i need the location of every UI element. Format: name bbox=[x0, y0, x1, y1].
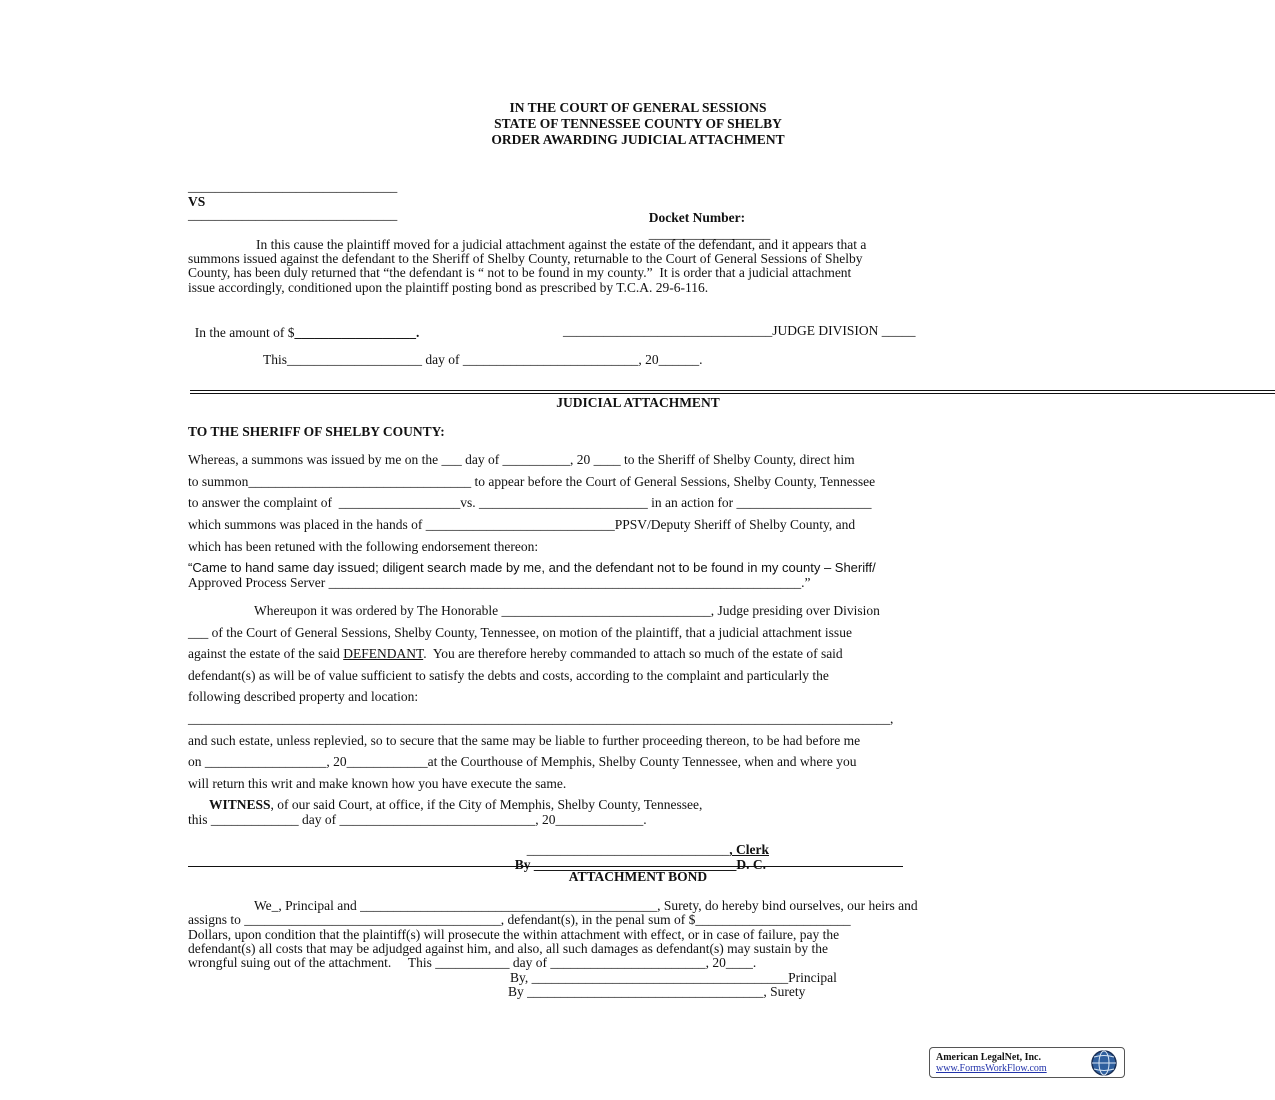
deputy-clerk-signature-field[interactable]: ______________________________ bbox=[533, 857, 737, 872]
globe-icon bbox=[1086, 1049, 1122, 1077]
attachment-line-3[interactable]: to answer the complaint of __________________vs. _________________________ in an action for ____________________ bbox=[188, 495, 872, 510]
court-title: IN THE COURT OF GENERAL SESSIONS bbox=[509, 100, 767, 115]
judge-division-line[interactable]: _______________________________JUDGE DIVISION _____ bbox=[563, 323, 916, 338]
whereupon-line-3: against the estate of the said DEFENDANT. You are therefore hereby commanded to attach so much of the estate of said bbox=[188, 646, 843, 661]
attachment-line-5: which has been retuned with the following endorsement thereon: bbox=[188, 539, 539, 554]
order-para-line-1: In this cause the plaintiff moved for a judicial attachment against the estate of the defendant, and it appears that a bbox=[256, 237, 867, 252]
docket-label: Docket Number: bbox=[648, 210, 746, 225]
divider-top bbox=[190, 390, 1275, 391]
sheriff-address: TO THE SHERIFF OF SHELBY COUNTY: bbox=[188, 424, 445, 439]
docket-number-field[interactable]: __________________ bbox=[648, 226, 771, 241]
amount-field[interactable]: __________________. bbox=[294, 325, 420, 340]
order-title: ORDER AWARDING JUDICIAL ATTACHMENT bbox=[491, 132, 785, 147]
witness-line: WITNESS, of our said Court, at office, if the City of Memphis, Shelby County, Tennessee, bbox=[209, 797, 703, 812]
attachment-line-4[interactable]: which summons was placed in the hands of ____________________________PPSV/Deputy Sheriff of Shelby County, and bbox=[188, 517, 856, 532]
judicial-attachment-title: JUDICIAL ATTACHMENT bbox=[556, 395, 720, 410]
witness-date-line[interactable]: this _____________ day of _____________________________, 20_____________. bbox=[188, 812, 647, 827]
bond-line-4: defendant(s) all costs that may be adjudged against him, and also, all such damages as defendant(s) may sustain by the bbox=[188, 941, 828, 956]
whereupon-line-2[interactable]: ___ of the Court of General Sessions, Shelby County, Tennessee, on motion of the plaintiff, that a judicial attachment issue bbox=[188, 625, 852, 640]
whereupon-line-5: following described property and location: bbox=[188, 689, 419, 704]
estate-line-2[interactable]: on __________________, 20____________at the Courthouse of Memphis, Shelby County Tennessee, when and where you bbox=[188, 754, 857, 769]
whereupon-line-4: defendant(s) as will be of value sufficient to satisfy the debts and costs, according to the complaint and particularly the bbox=[188, 668, 829, 683]
bond-line-3: Dollars, upon condition that the plaintiff(s) will prosecute the within attachment with effect, or in case of failure, pay the bbox=[188, 927, 840, 942]
estate-line-3: will return this writ and make known how you have execute the same. bbox=[188, 776, 567, 791]
bond-line-5[interactable]: wrongful suing out of the attachment. This ___________ day of _______________________, 20____. bbox=[188, 955, 757, 970]
vs-label: VS bbox=[188, 194, 206, 209]
property-location-field[interactable]: ________________________________________________________________________________________________________, bbox=[188, 711, 894, 726]
defendant-blank[interactable]: _______________________________ bbox=[188, 207, 398, 222]
amount-label: In the amount of $ bbox=[194, 325, 295, 340]
company-name: American LegalNet, Inc. bbox=[936, 1052, 1041, 1063]
endorsement-line-2[interactable]: Approved Process Server ______________________________________________________________________.” bbox=[188, 575, 811, 590]
bond-line-1[interactable]: We_, Principal and ____________________________________________, Surety, do hereby bind ourselves, our heirs and bbox=[254, 898, 918, 913]
estate-line-1: and such estate, unless replevied, so to secure that the same may be liable to further proceeding thereon, to be had before me bbox=[188, 733, 861, 748]
attachment-line-2[interactable]: to summon_________________________________ to appear before the Court of General Sessions, Shelby County, Tennessee bbox=[188, 474, 876, 489]
order-para-line-3: County, has been duly returned that “the defendant is “ not to be found in my county.” It is order that a judicial attachment bbox=[188, 265, 852, 280]
divider-bottom bbox=[190, 393, 1275, 394]
bond-divider bbox=[188, 866, 903, 867]
attachment-line-1[interactable]: Whereas, a summons was issued by me on the ___ day of __________, 20 ____ to the Sheriff of Shelby County, direct him bbox=[188, 452, 855, 467]
surety-signature-field[interactable]: By ___________________________________, Surety bbox=[508, 984, 806, 999]
order-date-line[interactable]: This____________________ day of __________________________, 20______. bbox=[263, 352, 703, 367]
legalnet-logo[interactable] bbox=[929, 1047, 1125, 1078]
endorsement-line-1: “Came to hand same day issued; diligent search made by me, and the defendant not to be found in my county – Sheriff/ bbox=[188, 560, 876, 575]
clerk-label: , Clerk bbox=[729, 842, 769, 857]
clerk-signature-field[interactable]: ______________________________ bbox=[526, 842, 730, 857]
attachment-bond-title: ATTACHMENT BOND bbox=[568, 869, 708, 884]
defendant-term: DEFENDANT bbox=[343, 646, 424, 661]
bond-line-2[interactable]: assigns to ______________________________________, defendant(s), in the penal sum of $_______________________ bbox=[188, 912, 851, 927]
dc-label: D. C. bbox=[736, 857, 767, 872]
order-para-line-2: summons issued against the defendant to the Sheriff of Shelby County, returnable to the Court of General Sessions of Shelby bbox=[188, 251, 863, 266]
plaintiff-blank[interactable]: _______________________________ bbox=[188, 179, 398, 194]
state-county-title: STATE OF TENNESSEE COUNTY OF SHELBY bbox=[494, 116, 782, 131]
order-para-line-4: issue accordingly, conditioned upon the plaintiff posting bond as prescribed by T.C.A. 29-6-116. bbox=[188, 280, 709, 295]
whereupon-line-1[interactable]: Whereupon it was ordered by The Honorable _______________________________, Judge presiding over Division bbox=[254, 603, 880, 618]
principal-signature-field[interactable]: By, ______________________________________Principal bbox=[510, 970, 837, 985]
by-label: By bbox=[514, 857, 531, 872]
company-url-link[interactable]: www.FormsWorkFlow.com bbox=[936, 1063, 1047, 1074]
